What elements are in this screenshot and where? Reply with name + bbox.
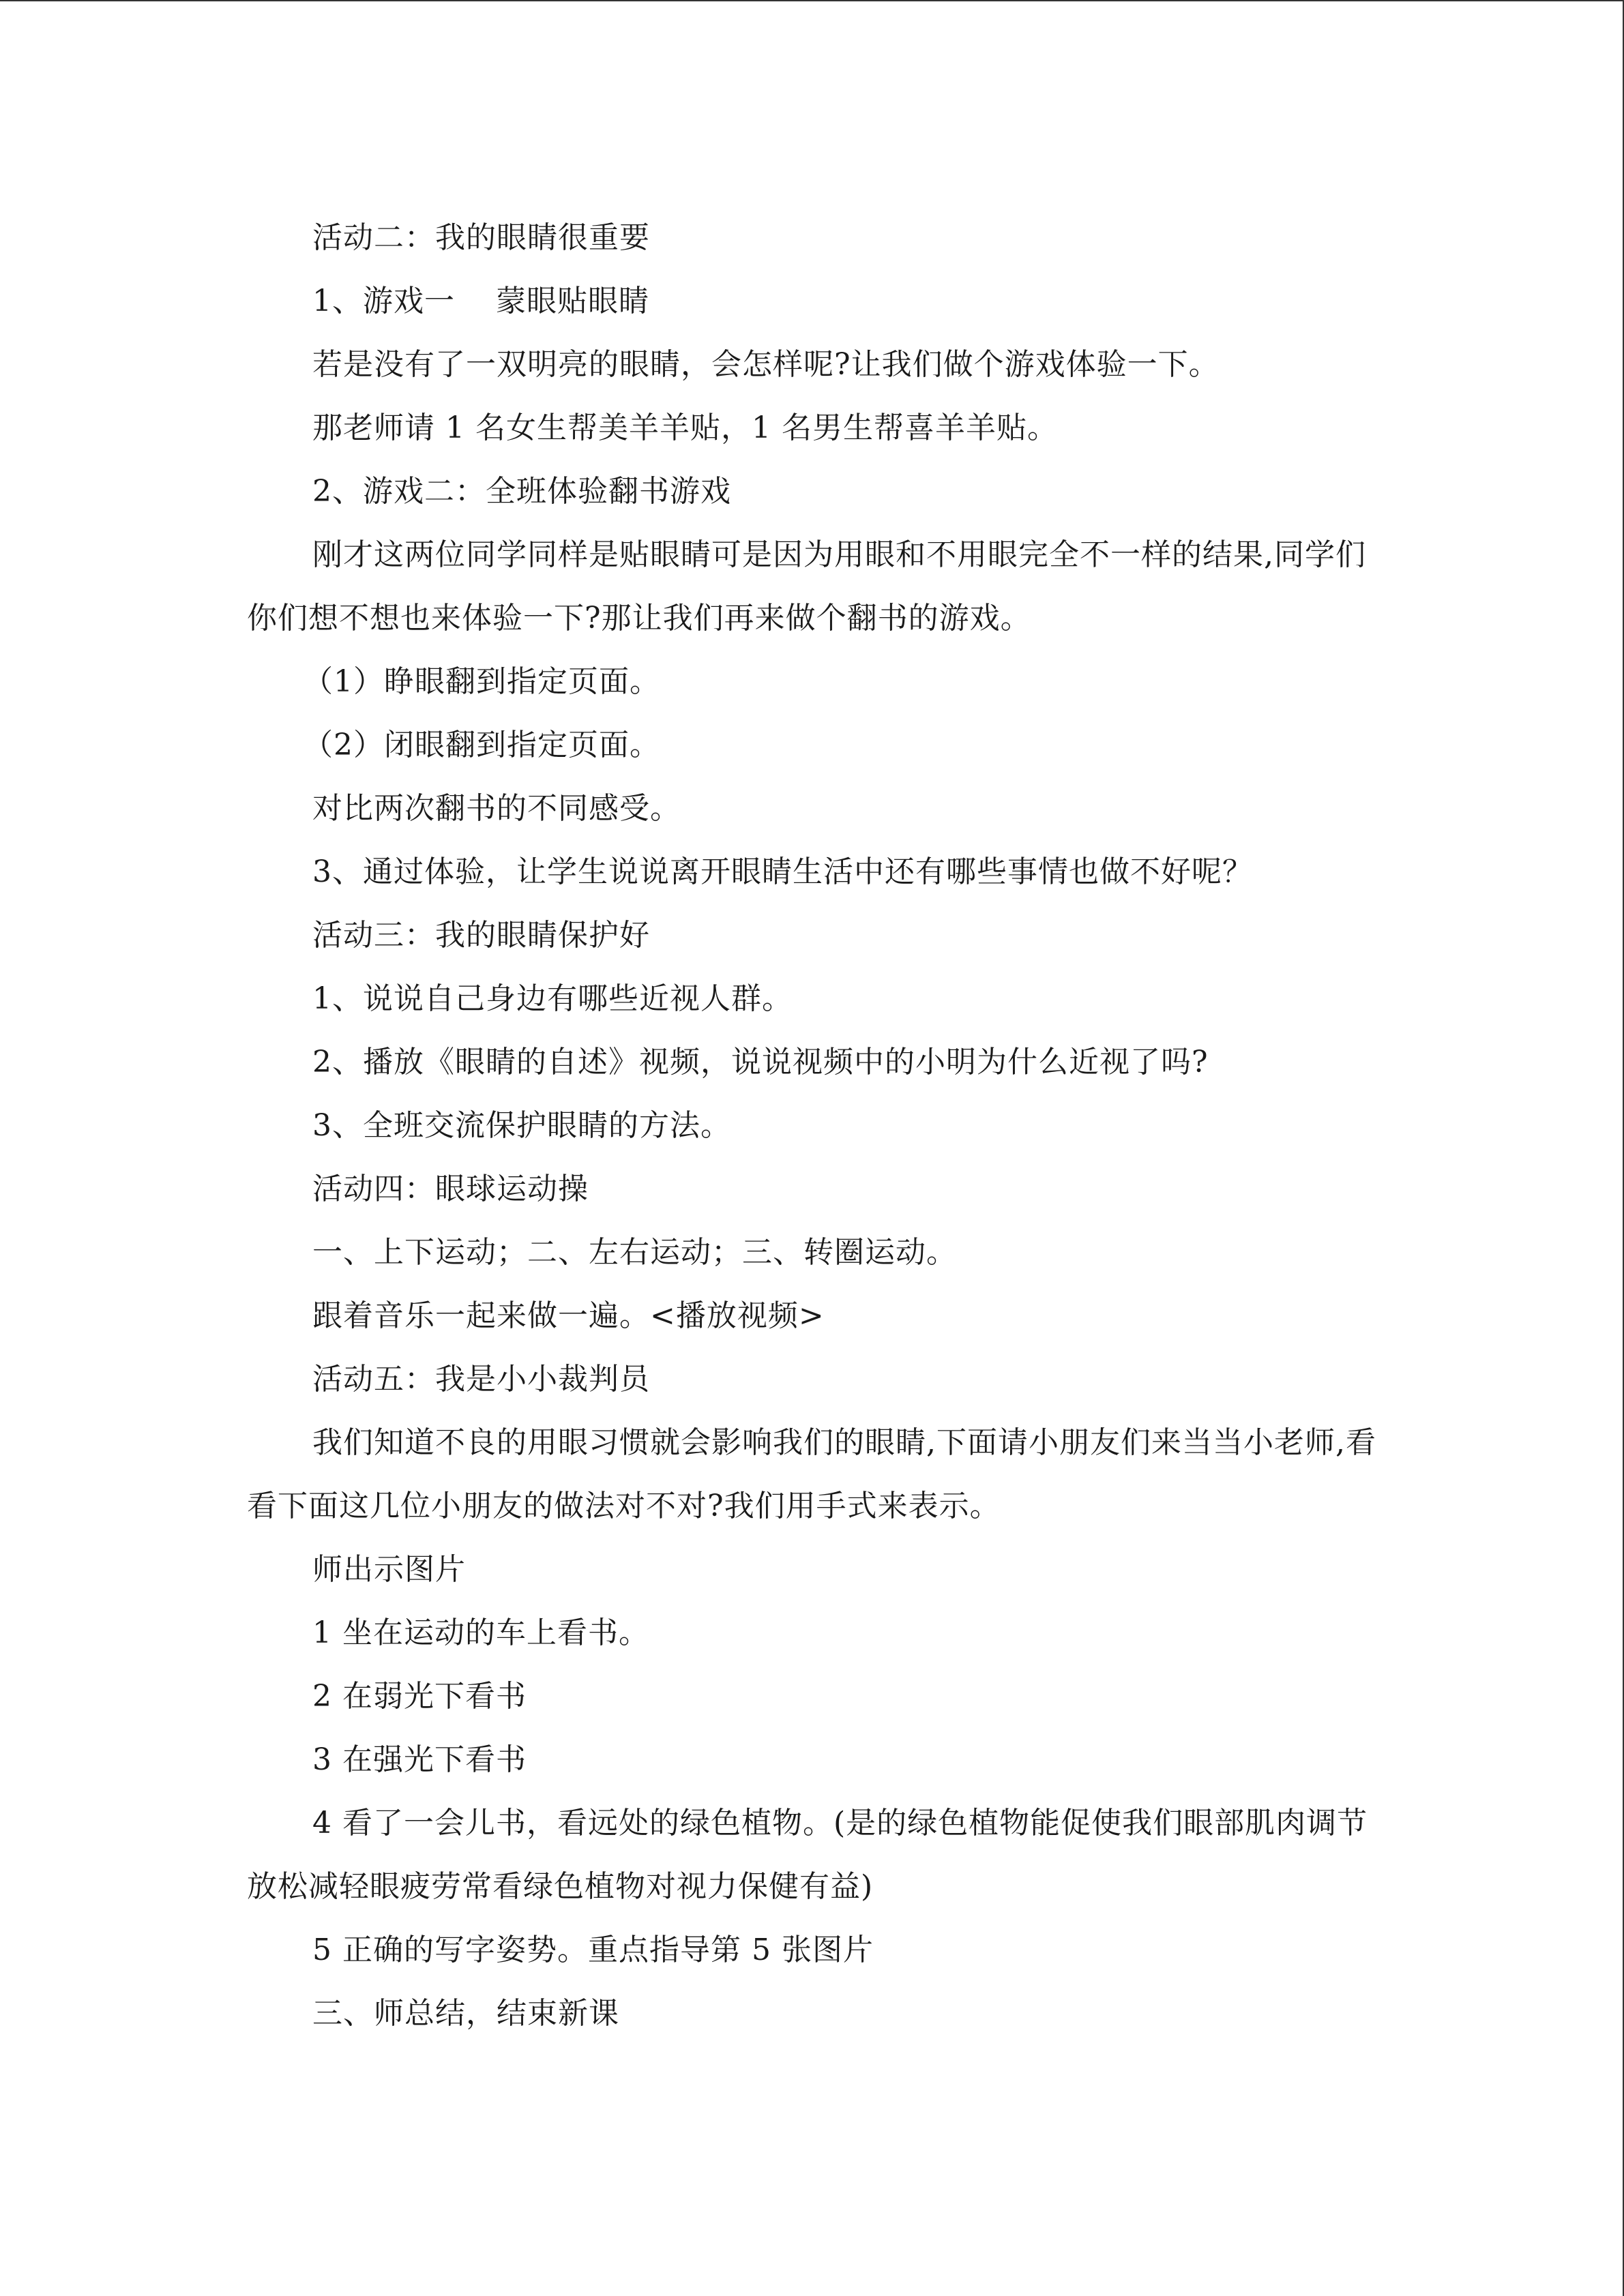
list-item: 3、全班交流保护眼睛的方法。 (312, 1108, 731, 1143)
list-item: 3 在强光下看书 (312, 1742, 527, 1777)
paragraph: 刚才这两位同学同样是贴眼睛可是因为用眼和不用眼完全不一样的结果,同学们你们想不想也来体验一下?那让我们再来做个翻书的游戏。 (247, 537, 1366, 636)
paragraph: 那老师请 1 名女生帮美羊羊贴，1 名男生帮喜羊羊贴。 (312, 411, 1058, 445)
paragraph: 跟着音乐一起来做一遍。<播放视频> (312, 1298, 825, 1333)
list-item: 2 在弱光下看书 (312, 1679, 527, 1714)
heading-activity-two: 活动二：我的眼睛很重要 (312, 220, 650, 255)
list-item: 2、播放《眼睛的自述》视频，说说视频中的小明为什么近视了吗? (312, 1045, 1209, 1079)
paragraph: 若是没有了一双明亮的眼睛，会怎样呢?让我们做个游戏体验一下。 (312, 347, 1220, 382)
list-item: 2、游戏二：全班体验翻书游戏 (312, 474, 731, 509)
list-item: （2）闭眼翻到指定页面。 (303, 728, 660, 762)
list-item: 5 正确的写字姿势。重点指导第 5 张图片 (312, 1933, 874, 1967)
list-item: 4 看了一会儿书，看远处的绿色植物。(是的绿色植物能促使我们眼部肌肉调节放松减轻眼疲劳常看绿色植物对视力保健有益) (247, 1806, 1368, 1904)
list-item: 1、游戏一 蒙眼贴眼睛 (312, 284, 649, 318)
heading-activity-four: 活动四：眼球运动操 (312, 1172, 589, 1206)
paragraph: 对比两次翻书的不同感受。 (312, 791, 681, 826)
list-item: 1 坐在运动的车上看书。 (312, 1615, 649, 1650)
document-body (247, 206, 1379, 2045)
list-item: 3、通过体验，让学生说说离开眼睛生活中还有哪些事情也做不好呢？ (312, 854, 1253, 889)
heading-activity-three: 活动三：我的眼睛保护好 (312, 918, 650, 953)
paragraph: 一、上下运动；二、左右运动；三、转圈运动。 (312, 1235, 957, 1270)
paragraph: 师出示图片 (312, 1552, 466, 1587)
heading-activity-five: 活动五：我是小小裁判员 (312, 1362, 650, 1397)
list-item: （1）睁眼翻到指定页面。 (303, 664, 660, 699)
list-item: 1、说说自己身边有哪些近视人群。 (312, 981, 793, 1016)
paragraph: 我们知道不良的用眼习惯就会影响我们的眼睛,下面请小朋友们来当当小老师,看看下面这几位小朋友的做法对不对?我们用手式来表示。 (247, 1425, 1376, 1523)
heading-summary: 三、师总结，结束新课 (312, 1996, 619, 2031)
